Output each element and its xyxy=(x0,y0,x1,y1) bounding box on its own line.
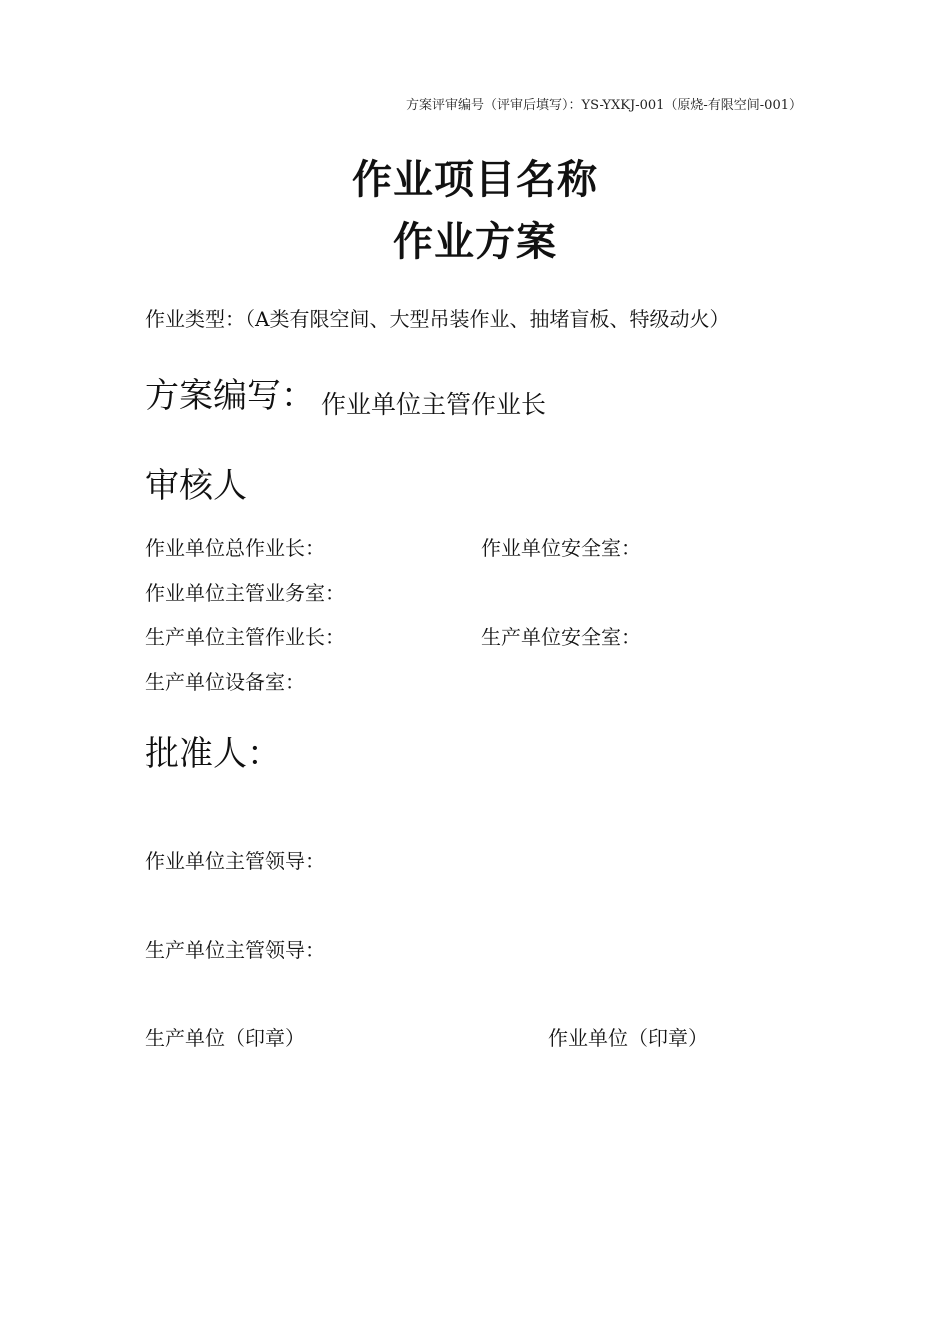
reviewer-field-production-equipment: 生产单位设备室： xyxy=(145,670,305,694)
review-ref-number: 方案评审编号（评审后填写）：YS-YXKJ-001（原烧-有限空间-001） xyxy=(406,98,802,113)
reviewer-field-production-safety: 生产单位安全室： xyxy=(481,625,641,649)
approver-field-production-leader: 生产单位主管领导： xyxy=(145,938,325,962)
reviewer-field-production-chief: 生产单位主管作业长： xyxy=(145,625,345,649)
work-type-line: 作业类型：（A类有限空间、大型吊装作业、抽堵盲板、特级动火） xyxy=(145,307,730,331)
reviewer-field-work-unit-safety: 作业单位安全室： xyxy=(481,536,641,560)
compiler-row xyxy=(145,368,546,417)
compiler-value: 作业单位主管作业长 xyxy=(321,390,547,419)
approver-field-work-unit-leader: 作业单位主管领导： xyxy=(145,849,325,873)
plan-title: 作业方案 xyxy=(393,218,557,265)
approver-heading: 批准人： xyxy=(145,734,281,774)
reviewer-field-work-unit-chief: 作业单位总作业长： xyxy=(145,536,325,560)
reviewer-heading: 审核人 xyxy=(145,466,247,506)
production-unit-seal: 生产单位（印章） xyxy=(145,1026,305,1050)
work-unit-seal: 作业单位（印章） xyxy=(548,1026,708,1050)
reviewer-field-work-unit-business: 作业单位主管业务室： xyxy=(145,581,345,605)
project-name-title: 作业项目名称 xyxy=(352,156,598,203)
compiler-label: 方案编写： xyxy=(145,376,315,416)
